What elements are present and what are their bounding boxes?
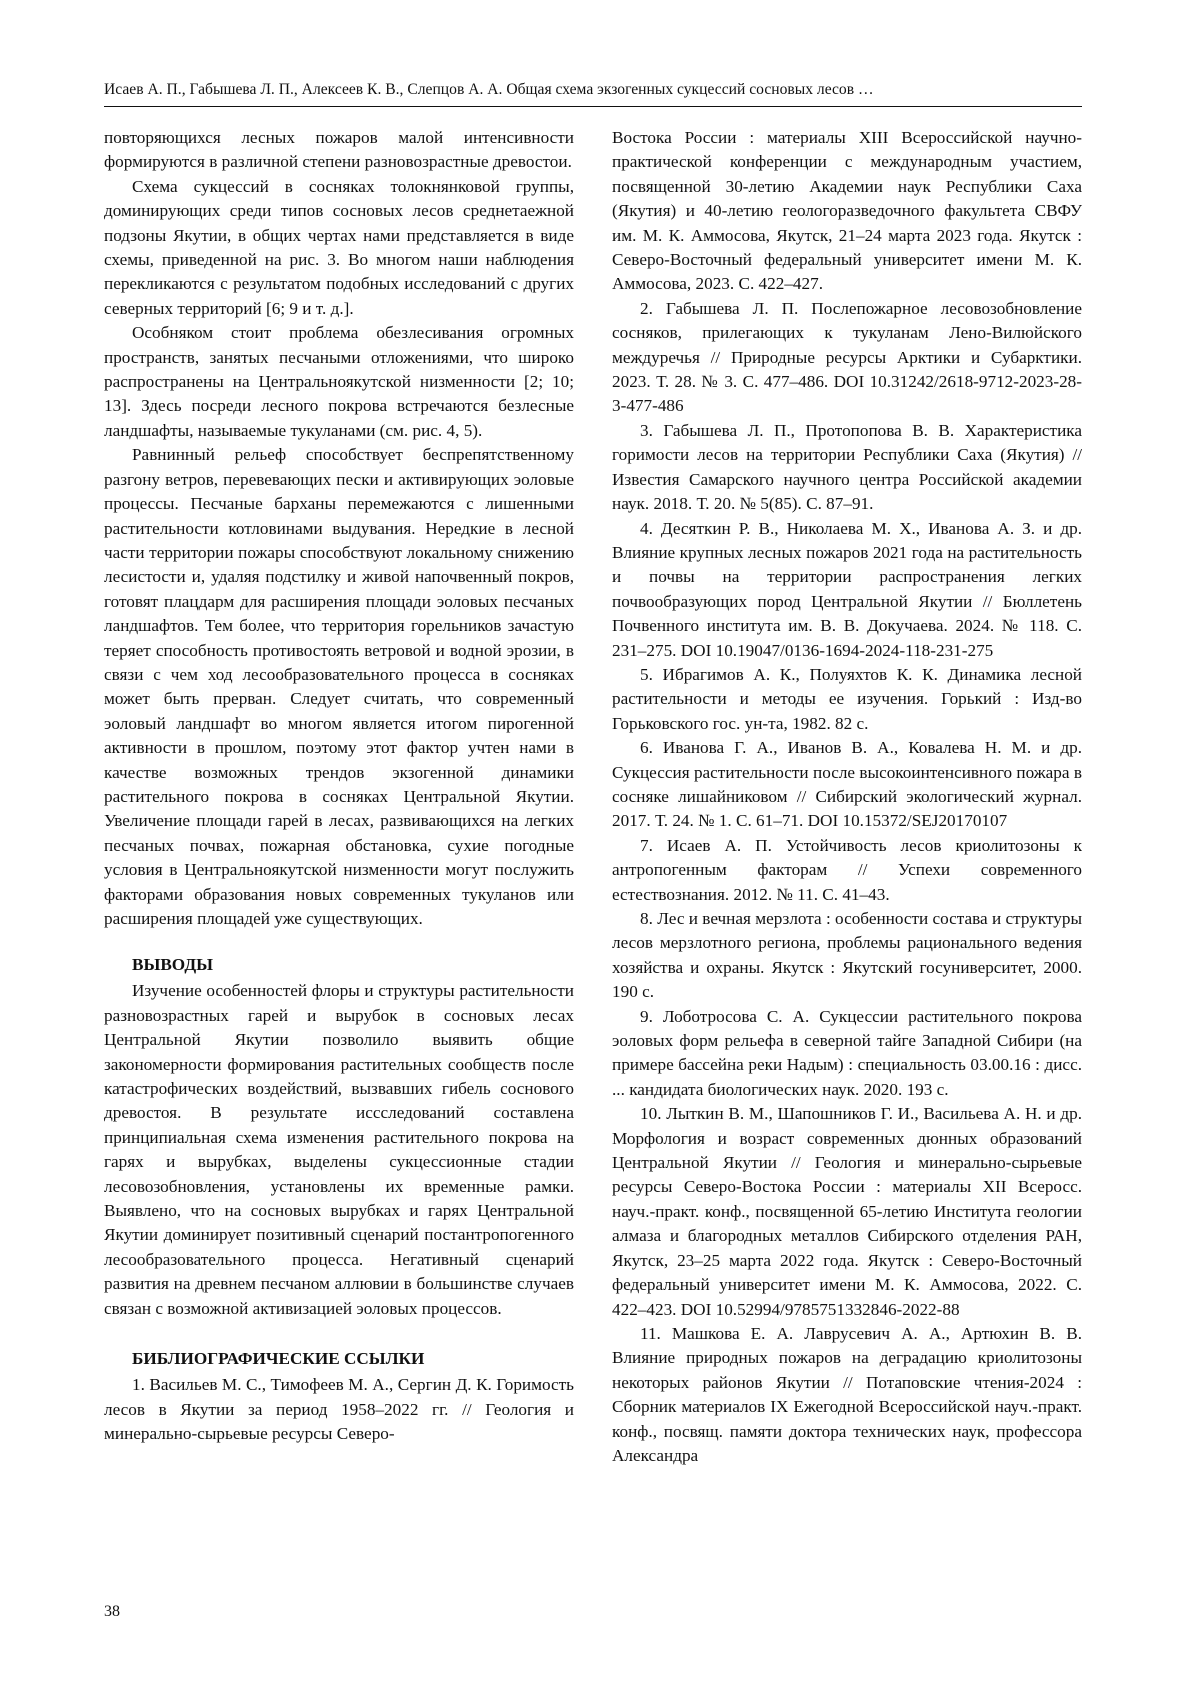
reference-10: 10. Лыткин В. М., Шапошников Г. И., Васильева А. Н. и др. Морфология и возраст современных дюнных образований Центральной Якутии // Геология и минерально-сырьевые ресурсы Северо-Востока России : материалы XII Всеросс. науч.-практ. конф., посвященной 65-летию Института геологии алмаза и благородных металлов Сибирского отделения РАН, Якутск, 23–25 марта 2022 года. Якутск : Северо-Восточный федеральный университет имени М. К. Аммосова, 2022. С. 422–423. DOI 10.52994/9785751332846-2022-88 <box>612 1104 1082 1319</box>
reference-7: 7. Исаев А. П. Устойчивость лесов криолитозоны к антропогенным факторам // Успехи современного естествознания. 2012. № 11. С. 41–43. <box>612 835 1082 904</box>
header-rule <box>104 106 1082 107</box>
right-column <box>612 126 1082 1468</box>
reference-5: 5. Ибрагимов А. К., Полуяхтов К. К. Динамика лесной растительности и методы ее изучения. Горький : Изд-во Горьковского гос. ун-та, 1982. 82 с. <box>612 664 1082 733</box>
reference-8: 8. Лес и вечная мерзлота : особенности состава и структуры лесов мерзлотного региона, проблемы рационального ведения хозяйства и охраны. Якутск : Якутский госуниверситет, 2000. 190 с. <box>612 909 1082 1002</box>
conclusions-heading: ВЫВОДЫ <box>132 955 214 975</box>
reference-3: 3. Габышева Л. П., Протопопова В. В. Характеристика горимости лесов на территории Республики Саха (Якутия) // Известия Самарского научного центра Российской академии наук. 2018. Т. 20. № 5(85). С. 87–91. <box>612 420 1082 514</box>
running-head: Исаев А. П., Габышева Л. П., Алексеев К. В., Слепцов А. А. Общая схема экзогенных сукцессий сосновых лесов … <box>104 81 874 98</box>
references-heading: БИБЛИОГРАФИЧЕСКИЕ ССЫЛКИ <box>132 1349 425 1369</box>
paragraph-conclusions: Изучение особенностей флоры и структуры растительности разновозрастных гарей и вырубок в сосновых лесах Центральной Якутии позволило выявить общие закономерности формирования растительных сообществ после катастрофических воздействий, вызвавших гибель соснового древостоя. В результате исcследований составлена принципиальная схема изменения растительного покрова на гарях и вырубках, выделены сукцессионные стадии лесовозобновления, установлены их временные рамки. Выявлено, что на сосновых вырубках и гарях Центральной Якутии доминирует позитивный сценарий постантропогенного лесообразовательного процесса. Негативный сценарий развития на древнем песчаном аллювии в большинстве случаев связан с возможной активизацией эоловых процессов. <box>104 981 574 1318</box>
reference-6: 6. Иванова Г. А., Иванов В. А., Ковалева Н. М. и др. Сукцессия растительности после высокоинтенсивного пожара в сосняке лишайниковом // Сибирский экологический журнал. 2017. Т. 24. № 1. С. 61–71. DOI 10.15372/SEJ20170107 <box>612 738 1082 831</box>
paragraph-succession-scheme: Схема сукцессий в сосняках толокнянковой группы, доминирующих среди типов сосновых лесов среднетаежной подзоны Якутии, в общих чертах нами представляется в виде схемы, приведенной на рис. 3. Во многом наши наблюдения перекликаются с результатом подобных исследований с других северных территорий [6; 9 и т. д.]. <box>104 176 574 318</box>
paragraph-deforestation: Особняком стоит проблема обезлесивания огромных пространств, занятых песчаными отложениями, что широко распространены на Центральноякутской низменности [2; 10; 13]. Здесь посреди лесного покрова встречаются безлесные ландшафты, называемые тукуланами (см. рис. 4, 5). <box>104 323 574 440</box>
reference-4: 4. Десяткин Р. В., Николаева М. Х., Иванова А. З. и др. Влияние крупных лесных пожаров 2021 года на растительность и почвы на территории распространения легких почвообразующих пород Центральной Якутии // Бюллетень Почвенного института им. В. В. Докучаева. 2024. № 118. С. 231–275. DOI 10.19047/0136-1694-2024-118-231-275 <box>612 518 1082 660</box>
reference-11-start: 11. Машкова Е. А. Лаврусевич А. А., Артюхин В. В. Влияние природных пожаров на деградацию криолитозоны некоторых районов Якутии // Потаповские чтения-2024 : Сборник материалов IX Ежегодной Всероссийской науч.-практ. конф., посвящ. памяти доктора технических наук, профессора Александра <box>612 1323 1082 1465</box>
reference-1-end: Востока России : материалы XIII Всероссийской научно-практической конференции с международным участием, посвященной 30-летию Академии наук Республики Саха (Якутия) и 40-летию геологоразведочного факультета СВФУ им. М. К. Аммосова, Якутск, 21–24 марта 2023 года. Якутск : Северо-Восточный федеральный университет имени М. К. Аммосова, 2023. С. 422–427. <box>612 128 1082 294</box>
paragraph-relief: Равнинный рельеф способствует беспрепятственному разгону ветров, перевевающих пески и активирующих эоловые процессы. Песчаные барханы перемежаются с лишенными растительности котловинами выдувания. Нередкие в лесной части территории пожары способствуют локальному снижению лесистости и, удаляя подстилку и живой напочвенный покров, готовят плацдарм для расширения площади эоловых песчаных ландшафтов. Тем более, что территория горельников зачастую теряет способность противостоять ветровой и водной эрозии, в связи с чем ход лесообразовательного процесса в сосняках может быть прерван. Следует считать, что современный эоловый ландшафт во многом является итогом пирогенной активности в прошлом, поэтому этот фактор учтен нами в качестве возможных трендов экзогенной динамики растительного покрова в сосняках Центральной Якутии. Увеличение площади гарей в лесах, развивающихся на легких песчаных почвах, пожарная обстановка, сухие погодные условия в Центральноякутской низменности могут послужить факторами образования новых современных тукуланов или расширения площадей уже существующих. <box>104 445 574 928</box>
reference-1-start: 1. Васильев М. С., Тимофеев М. А., Сергин Д. К. Горимость лесов в Якутии за период 1958–2022 гг. // Геология и минерально-сырьевые ресурсы Северо- <box>104 1375 574 1443</box>
paragraph-continuation: повторяющихся лесных пожаров малой интенсивности формируются в различной степени разновозрастные древостои. <box>104 128 574 172</box>
page-number: 38 <box>104 1603 120 1620</box>
left-column <box>104 126 574 1446</box>
reference-9: 9. Лоботросова С. А. Сукцессии растительного покрова эоловых форм рельефа в северной тайге Западной Сибири (на примере бассейна реки Надым) : специальность 03.00.16 : дисс. ... кандидата биологических наук. 2020. 193 с. <box>612 1006 1082 1099</box>
reference-2: 2. Габышева Л. П. Послепожарное лесовозобновление сосняков, прилегающих к тукуланам Лено-Вилюйского междуречья // Природные ресурсы Арктики и Субарктики. 2023. Т. 28. № 3. С. 477–486. DOI 10.31242/2618-9712-2023-28-3-477-486 <box>612 298 1082 416</box>
